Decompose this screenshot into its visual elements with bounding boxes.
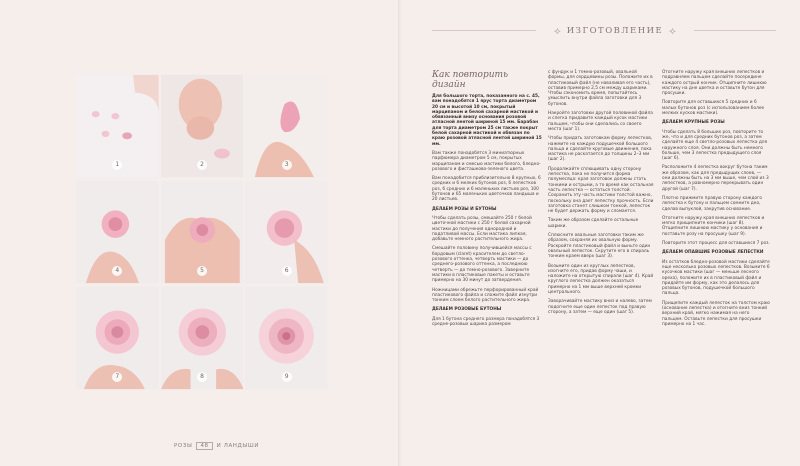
step-photo-7 xyxy=(76,286,159,390)
footer-subsection: И ЛАНДЫШИ xyxy=(216,443,260,449)
step-photo-grid xyxy=(76,74,328,390)
page-number: 48 xyxy=(196,442,212,450)
text-column-1 xyxy=(432,70,542,331)
step-photo-8 xyxy=(161,286,244,390)
subheading: ДЕЛАЕМ ОПАВШИЕ РОЗОВЫЕ ЛЕПЕСТКИ xyxy=(662,250,764,256)
paragraph: Чтобы придать заготовкам форму лепестков, нажмите на каждую подушечкой большого пальца и сделайте круговые движения, пока мастика не раскатается до толщины 2–3 мм (шаг 2). xyxy=(548,136,653,163)
paragraph: Чтобы сделать 8 больших роз, повторите то же, что и для средних бутонов роз, а затем сделайте еще 4 светло-розовых лепестка для наружного слоя. Они должны быть немного больше, чем 3 лепестка предыдущего слоя (шаг 6). xyxy=(662,129,768,162)
step-number-badge: 6 xyxy=(282,266,292,276)
step-photo-1 xyxy=(76,74,159,178)
script-title: Как повторить дизайн xyxy=(432,70,508,90)
paragraph: Возьмите один из круглых лепестков, изогните его, придав форму чаши, и наложите на открытую спирали (шаг 4). Край круглого лепестка должен оказаться примерно на 1 мм выше верхней кромки центрального. xyxy=(548,263,654,295)
paragraph: Чтобы сделать розы, смешайте 250 г белой цветочной мастики с 250 г белой сахарной мастики до получения однородной и податливой массы. Если мастика липкая, добавьте немного растительного жира. xyxy=(432,215,532,243)
paragraph: Отогните наружу края внешних лепестков и подравняем пальцем сделайте посередине каждого острый кончик. Отщипните лишнюю мастику на дне цветка и оставьте бутон для просушки. xyxy=(662,70,767,97)
step-number-badge: 9 xyxy=(282,372,292,382)
paragraph: Плотно прижмите правую сторону каждого лепестка к бутону и пальцем сомните дно, сделав выпуклой, закрутив основание. xyxy=(662,195,763,212)
swirl-ornament-left-icon: ⟡ xyxy=(554,25,561,37)
paragraph: Накройте заготовки другой половиной файла и слегка придавите каждый кусок мастики пальцем, чтобы они сделались со своего места (шаг 1). xyxy=(548,111,653,132)
paragraph: Отогните наружу края внешних лепестков и мягко прищипните кончики (шаг 8). Отщипните лишнюю мастику у основания и поставьте розу на просушку (шаг 9). xyxy=(662,215,765,237)
subheading: ДЕЛАЕМ РОЗОВЫЕ БУТОНЫ xyxy=(432,307,502,313)
paragraph: Сплюсните овальные заготовки таким же образом, сохраняя их овальную форму. Раскройте пластиковый файл и выньте один овальный лепесток. Скрутите его в спираль тонким краем вверх (шаг 3). xyxy=(548,233,651,260)
step-number-badge: 5 xyxy=(197,266,207,276)
step-number-badge: 7 xyxy=(112,372,122,382)
paragraph: Ножницами обрежьте перфорированный край пластикового файла и сложите файл изнутри тонким слоем белого растительного жира. xyxy=(432,287,539,304)
subheading: ДЕЛАЕМ РОЗЫ И БУТОНЫ xyxy=(432,206,497,212)
paragraph: Прищепите каждый лепесток на толстом краю (основание лепестка) и отогните вниз тонкий верхний край, мягко нажимая на него пальцем. Оставьте лепестки для просушки примерно на 1 час. xyxy=(662,300,770,327)
header-rule-left xyxy=(432,30,536,31)
paragraph: Вам понадобится приблизительно 8 крупных, 6 средних и 6 мелких бутонов роз, 6 лепестков роз, 6 средних и 6 маленьких листьев роз, 100 бутонов и 65 маленьких цветочков ландыша и 20 листьев. xyxy=(432,176,541,203)
book-spine xyxy=(398,0,404,466)
paragraph: Для 1 бутона среднего размера понадобятся 3 средне-розовых шарика размером xyxy=(432,316,540,327)
step-photo-4 xyxy=(76,180,159,284)
paragraph: Вам также понадобятся 3 миниатюрных парфюмера диаметром 5 см, покрытых марципаном и смесью мастики белого, бледно-розового и фисташково-зеленого цвета. xyxy=(432,150,541,172)
paragraph: Повторите этот процесс для оставшихся 7 роз. xyxy=(662,241,770,247)
step-number-badge: 8 xyxy=(197,372,207,382)
paragraph: Повторите для оставшихся 5 средних и 6 малых бутонов роз (с использованием более мелких кусков мастики). xyxy=(662,100,765,117)
paragraph: Смешайте половину получившейся массы с бордовым (claret) красителем до светло-розового оттенка, четверть мастики — до среднего-розового оттенка, а последнюю четверть — до темно-розового. Заверните мастики в пластиковые пакеты и оставьте примерно на 30 минут до затвердения. xyxy=(432,246,532,284)
page-footer xyxy=(174,442,259,450)
subheading: ДЕЛАЕМ КРУПНЫЕ РОЗЫ xyxy=(662,120,725,126)
paragraph: с фундук и 1 темно-розовый, овальной формы, для сердцевины розы. Положите их в пластиковый файл (не наваливая его часть), оставив примерно 2,5 см между шариками. Чтобы сэкономить время, попытайтесь умыслить внутри файла заготовки для 3 бутонов. xyxy=(548,70,653,107)
step-number-badge: 4 xyxy=(112,266,122,276)
text-column-2 xyxy=(548,70,654,319)
paragraph: Продолжайте сплющивать одну сторону лепестка, пока не получится форма полумесяца: края заготовок должны стать тонкими и острыми, а то время как остальная часть лепестка — остаться толстой. Сохранить эту часть мастики толстой важно, поскольку она дает лепестку прочность. Если заготовка станет слишком тонкой, лепесток не будет держать форму и сломается. xyxy=(548,166,654,215)
section-title: ИЗГОТОВЛЕНИЕ xyxy=(566,26,664,36)
step-photo-2 xyxy=(161,74,244,178)
intro-paragraph: Для большого торта, показанного на с. 45, вам понадобятся 1 ярус торта диаметром 20 см и высотой 10 см, покрытый марципаном и белой сахарной мастикой и обвязанный внизу основания розовой атласной лентой шириной 15 мм. Барабан для торта диаметром 25 см также покрыт белой сахарной мастикой и обвязан по краю розовой атласной лентой шириной 15 мм. xyxy=(432,94,542,147)
header-rule-right xyxy=(694,30,776,31)
step-photo-6 xyxy=(245,180,328,284)
step-photo-9 xyxy=(245,286,328,390)
paragraph: Таким же образом сделайте остальные шарики. xyxy=(548,218,639,229)
step-photo-3 xyxy=(245,74,328,178)
text-column-3 xyxy=(662,70,770,331)
step-number-badge: 1 xyxy=(112,160,122,170)
footer-section: РОЗЫ xyxy=(174,443,193,449)
paragraph: Расположите 4 лепестка вокруг бутона таким же образом, как для предыдущих слоев, — они должны быть на 3 мм выше, чем слой из 3 лепестков, а равномерно перекрывать один другой (шаг 7). xyxy=(662,165,769,192)
swirl-ornament-right-icon: ⟡ xyxy=(669,25,676,37)
step-number-badge: 3 xyxy=(282,160,292,170)
section-header xyxy=(540,20,690,42)
step-number-badge: 2 xyxy=(197,160,207,170)
step-photo-5 xyxy=(161,180,244,284)
paragraph: Заворачивайте мастику вниз и налево, затем подогните еще один лепесток под правую сторону, а затем — еще один (шаг 5). xyxy=(548,299,652,315)
paragraph: Из остатков бледно-розовой мастики сделайте еще несколько розовых лепестков. Возьмите 6 кусочков мастики (шаг — меньше лесного ореха), положите их в пластиковый файл и придайте им форму, как это делалось для розовых бутонов, подушечкой большого пальца. xyxy=(662,259,770,297)
